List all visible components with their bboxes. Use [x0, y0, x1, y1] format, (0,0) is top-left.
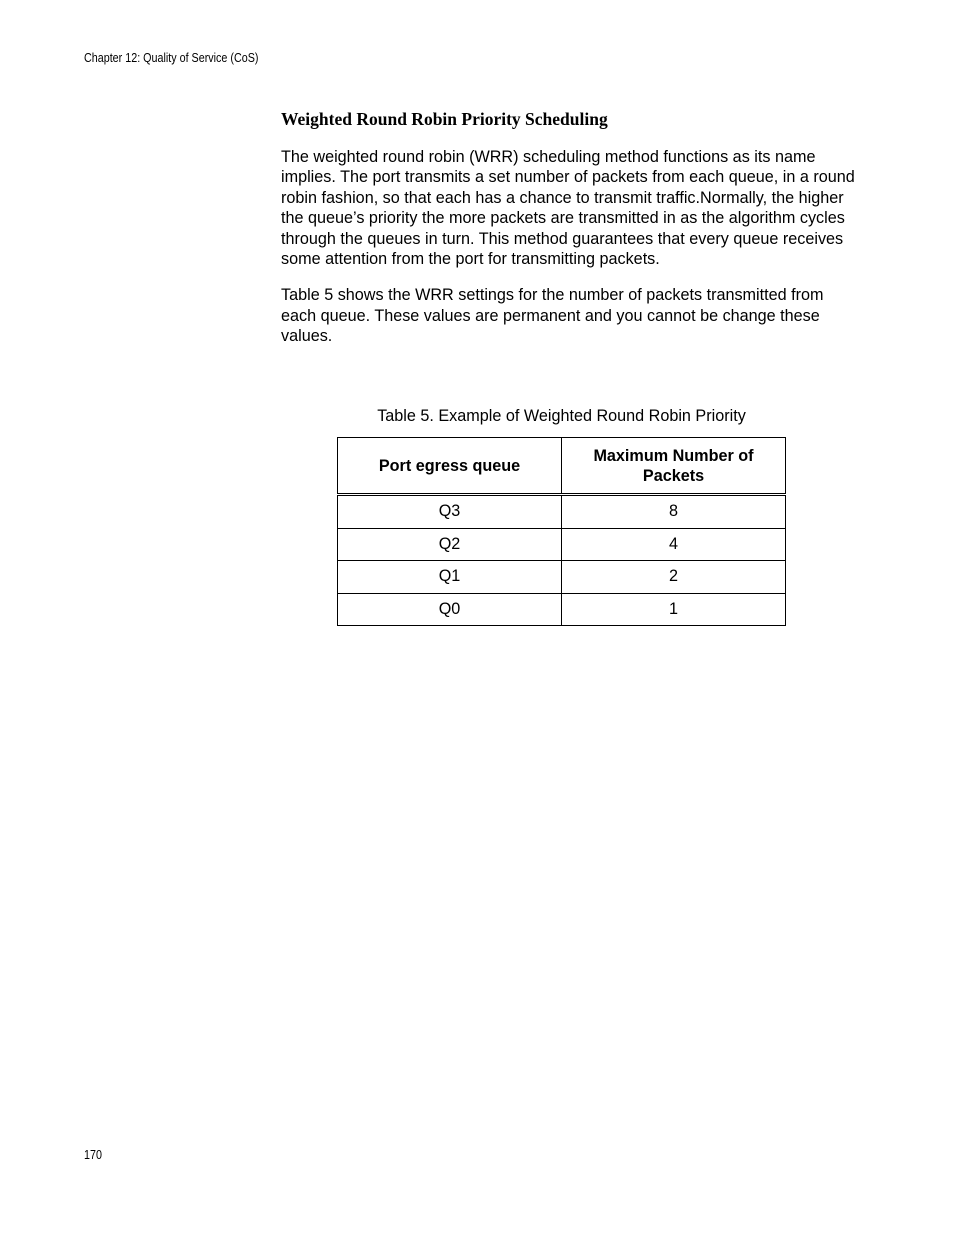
- table-caption: Table 5. Example of Weighted Round Robin Priority: [377, 407, 746, 425]
- wrr-table: [337, 437, 786, 626]
- body-paragraph: The weighted round robin (WRR) scheduling method functions as its name implies. The port transmits a set number of packets from each queue, in a round robin fashion, so that each has a chance to transmit traffic.Normally, the higher the queue’s priority the more packets are transmitted in as the algorithm cycles through the queues in turn. This method guarantees that every queue receives some attention from the port for transmitting packets.: [281, 148, 855, 269]
- packets-cell: 1: [562, 593, 786, 626]
- section-heading: Weighted Round Robin Priority Scheduling: [281, 109, 608, 129]
- queue-cell: Q3: [338, 495, 562, 529]
- packets-cell: 2: [562, 561, 786, 594]
- table-row: [338, 528, 786, 561]
- table-row: [338, 593, 786, 626]
- column-header-max-packets: Maximum Number of Packets: [562, 438, 786, 495]
- section-content: [281, 108, 856, 363]
- queue-cell: Q0: [338, 593, 562, 626]
- body-paragraph: Table 5 shows the WRR settings for the number of packets transmitted from each queue. These values are permanent and you cannot be change these values.: [281, 286, 824, 346]
- packets-cell: 4: [562, 528, 786, 561]
- table-row: [338, 561, 786, 594]
- packets-cell: 8: [562, 495, 786, 529]
- running-header: Chapter 12: Quality of Service (CoS): [84, 51, 259, 65]
- page-number: 170: [84, 1148, 102, 1162]
- table-header-row: [338, 438, 786, 495]
- queue-cell: Q2: [338, 528, 562, 561]
- table-row: [338, 495, 786, 529]
- queue-cell: Q1: [338, 561, 562, 594]
- column-header-port-egress-queue: Port egress queue: [338, 438, 562, 495]
